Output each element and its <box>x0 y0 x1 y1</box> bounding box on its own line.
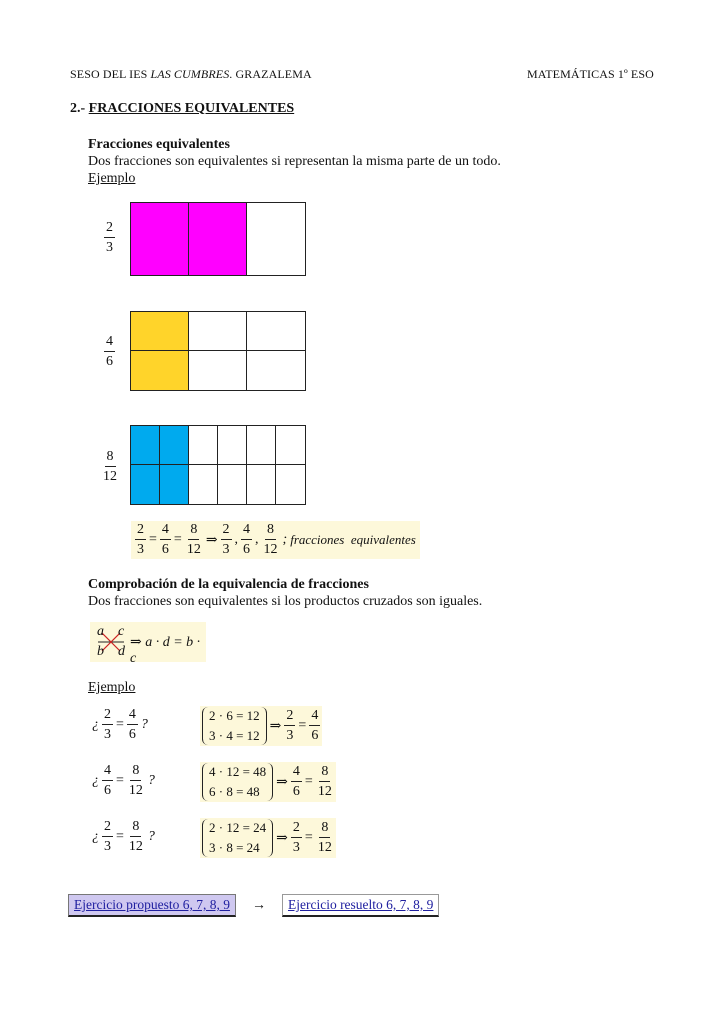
section-title: 2.- FRACCIONES EQUIVALENTES <box>70 101 295 116</box>
definition-text: Dos fracciones son equivalentes si representan la misma parte de un todo. <box>88 154 501 169</box>
fraction-cell <box>276 426 305 465</box>
example-question: ¿ $\frac{4}{6}$ = $\frac{8}{12}$ ? <box>92 763 155 798</box>
fraction-cell <box>160 465 189 504</box>
fraction-cell <box>247 465 276 504</box>
fraction-label-8-12: $\frac{8}{12}$ <box>103 449 117 484</box>
proposed-exercise-link[interactable]: Ejercicio propuesto 6, 7, 8, 9 <box>68 894 236 917</box>
fraction-label-4-6: $\frac{4}{6}$ <box>106 334 113 369</box>
fraction-diagram-2-3 <box>130 202 306 276</box>
check-heading: Comprobación de la equivalencia de fracciones <box>88 577 369 592</box>
var-d: d <box>118 644 125 659</box>
definition-heading: Fracciones equivalentes <box>88 137 230 152</box>
fraction-label-2-3: $\frac{2}{3}$ <box>106 220 113 255</box>
fraction-cell <box>247 351 305 390</box>
var-c: c <box>118 624 125 639</box>
page-header-right: MATEMÁTICAS 1º ESO <box>527 67 654 81</box>
fraction-cell <box>131 426 160 465</box>
fraction-diagram-8-12 <box>130 425 306 505</box>
fraction-cell <box>189 465 218 504</box>
example-label: Ejemplo <box>88 171 136 186</box>
example-question: ¿ $\frac{2}{3}$ = $\frac{8}{12}$ ? <box>92 819 155 854</box>
fraction-cell <box>189 312 247 351</box>
example-question: ¿ $\frac{2}{3}$ = $\frac{4}{6}$ ? <box>92 707 148 742</box>
fraction-cell <box>189 426 218 465</box>
fraction-cell <box>160 426 189 465</box>
equivalentes-label: fracciones equivalentes <box>290 532 416 547</box>
equivalence-statement: $\frac{2}{3}$ = $\frac{4}{6}$ = $\frac{8}{12}$ ⇒ $\frac{2}{3}$ , $\frac{4}{6}$ , $\frac{8}{12}$ ; fracciones equivalentes <box>131 521 420 559</box>
fraction-cell <box>218 465 247 504</box>
fraction-cell <box>131 351 189 390</box>
fraction-cell <box>131 312 189 351</box>
exercise-links <box>68 894 439 917</box>
fraction-cell <box>247 426 276 465</box>
fraction-cell <box>189 203 247 275</box>
example-check: 4 · 12 = 48 6 · 8 = 48 ⇒ $\frac{4}{6}$ = $\frac{8}{12}$ <box>200 762 336 802</box>
fraction-cell <box>131 203 189 275</box>
example-check: 2 · 6 = 12 3 · 4 = 12 ⇒ $\frac{2}{3}$ = $\frac{4}{6}$ <box>200 706 322 746</box>
arrow-icon: → <box>251 897 266 913</box>
solved-exercise-link[interactable]: Ejercicio resuelto 6, 7, 8, 9 <box>282 894 439 917</box>
fraction-cell <box>247 203 305 275</box>
fraction-diagram-4-6 <box>130 311 306 391</box>
page-header-left: SESO DEL IES LAS CUMBRES. GRAZALEMA <box>70 67 312 81</box>
fraction-cell <box>189 351 247 390</box>
example-check: 2 · 12 = 24 3 · 8 = 24 ⇒ $\frac{2}{3}$ = $\frac{8}{12}$ <box>200 818 336 858</box>
example-label-2: Ejemplo <box>88 680 136 695</box>
cross-product-rule <box>90 622 206 666</box>
fraction-cell <box>131 465 160 504</box>
var-a: a <box>97 624 104 639</box>
check-text: Dos fracciones son equivalentes si los productos cruzados son iguales. <box>88 594 483 609</box>
var-b: b <box>97 644 104 659</box>
fraction-cell <box>276 465 305 504</box>
rule-text: ⇒ a · d = b · c <box>130 635 201 666</box>
fraction-cell <box>247 312 305 351</box>
fraction-cell <box>218 426 247 465</box>
